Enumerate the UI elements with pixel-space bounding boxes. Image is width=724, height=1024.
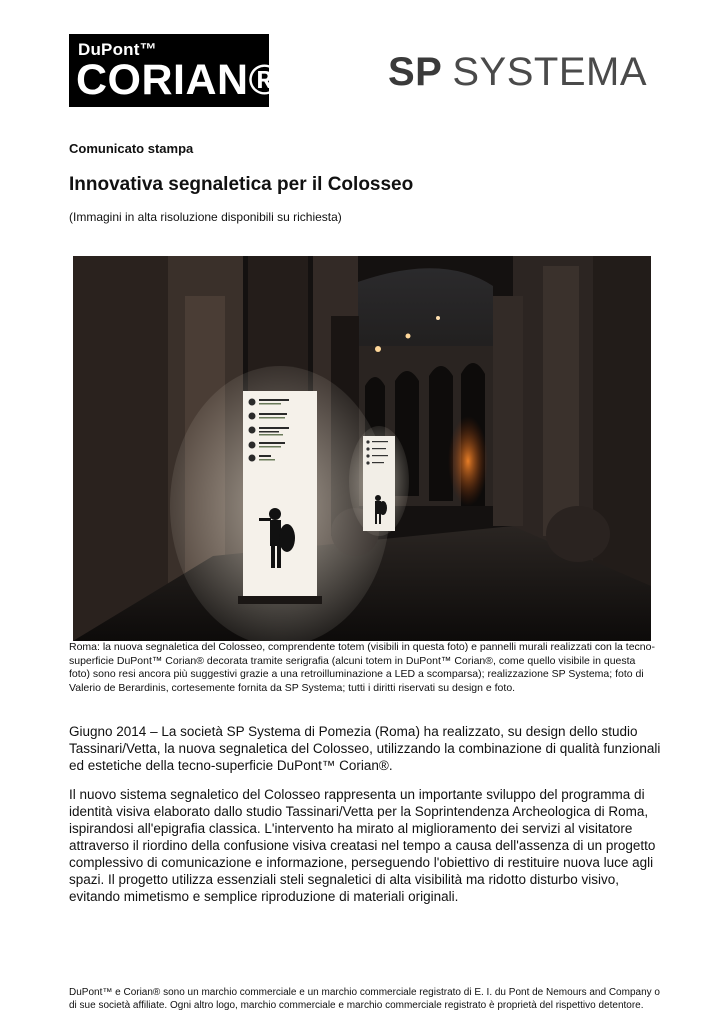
logo-sp-text: SP — [388, 50, 443, 94]
photo-caption: Roma: la nuova segnaletica del Colosseo, comprendente totem (visibili in questa foto) e pannelli murali realizzati con la tecno-superficie DuPont™ Corian® decorata tramite serigrafia (alcuni totem in DuPont™ Corian®, come quello visibile in questa foto) sono resi ancora più suggestivi grazie a una retroilluminazione a LED a scomparsa); realizzazione SP Systema; foto di Valerio de Berardinis, cortesemente fornita da SP Systema; tutti i diritti riservati su design e foto. — [69, 641, 655, 694]
dupont-corian-logo — [69, 34, 281, 107]
logo-corian-text: CORIAN® — [76, 56, 281, 104]
page-subtitle: (Immagini in alta risoluzione disponibili su richiesta) — [69, 210, 342, 224]
sp-systema-logo — [388, 50, 647, 94]
photo-illustration — [73, 256, 651, 641]
logo-dupont-text: DuPont™ — [78, 40, 157, 59]
legal-footer: DuPont™ e Corian® sono un marchio commerciale e un marchio commerciale registrato di E. I. du Pont de Nemours and Company o di sue società affiliate. Ogni altro logo, marchio commerciale e marchio commerciale registrato è proprietà del rispettivo detentore. — [69, 987, 660, 1011]
press-release-label: Comunicato stampa — [69, 141, 194, 156]
colosseum-photo — [73, 256, 651, 641]
logo-systema-text: SYSTEMA — [452, 50, 648, 94]
page-title: Innovativa segnaletica per il Colosseo — [69, 174, 414, 195]
body-paragraph-1: Giugno 2014 – La società SP Systema di Pomezia (Roma) ha realizzato, su design dello studio Tassinari/Vetta, la nuova segnaletica del Colosseo, utilizzando la combinazione di qualità funzionali ed estetiche della tecno-superficie DuPont™ Corian®. — [69, 724, 661, 773]
body-paragraph-2: Il nuovo sistema segnaletico del Colosseo rappresenta un importante sviluppo del programma di identità visiva elaborato dallo studio Tassinari/Vetta per la Soprintendenza Archeologica di Roma, ispirandosi all'epigrafia classica. L'intervento ha mirato al miglioramento dei servizi al visitatore attraverso il riordino della confusione visiva creatasi nel tempo a causa dell'assenza di un progetto complessivo di comunicazione e informazione, perseguendo l'obiettivo di restituire nuova luce agli spazi. Il progetto utilizza essenziali steli segnaletici di alta visibilità ma ridotto disturbo visivo, evitando mimetismo e semplice riproduzione di materiali originali. — [69, 787, 656, 904]
